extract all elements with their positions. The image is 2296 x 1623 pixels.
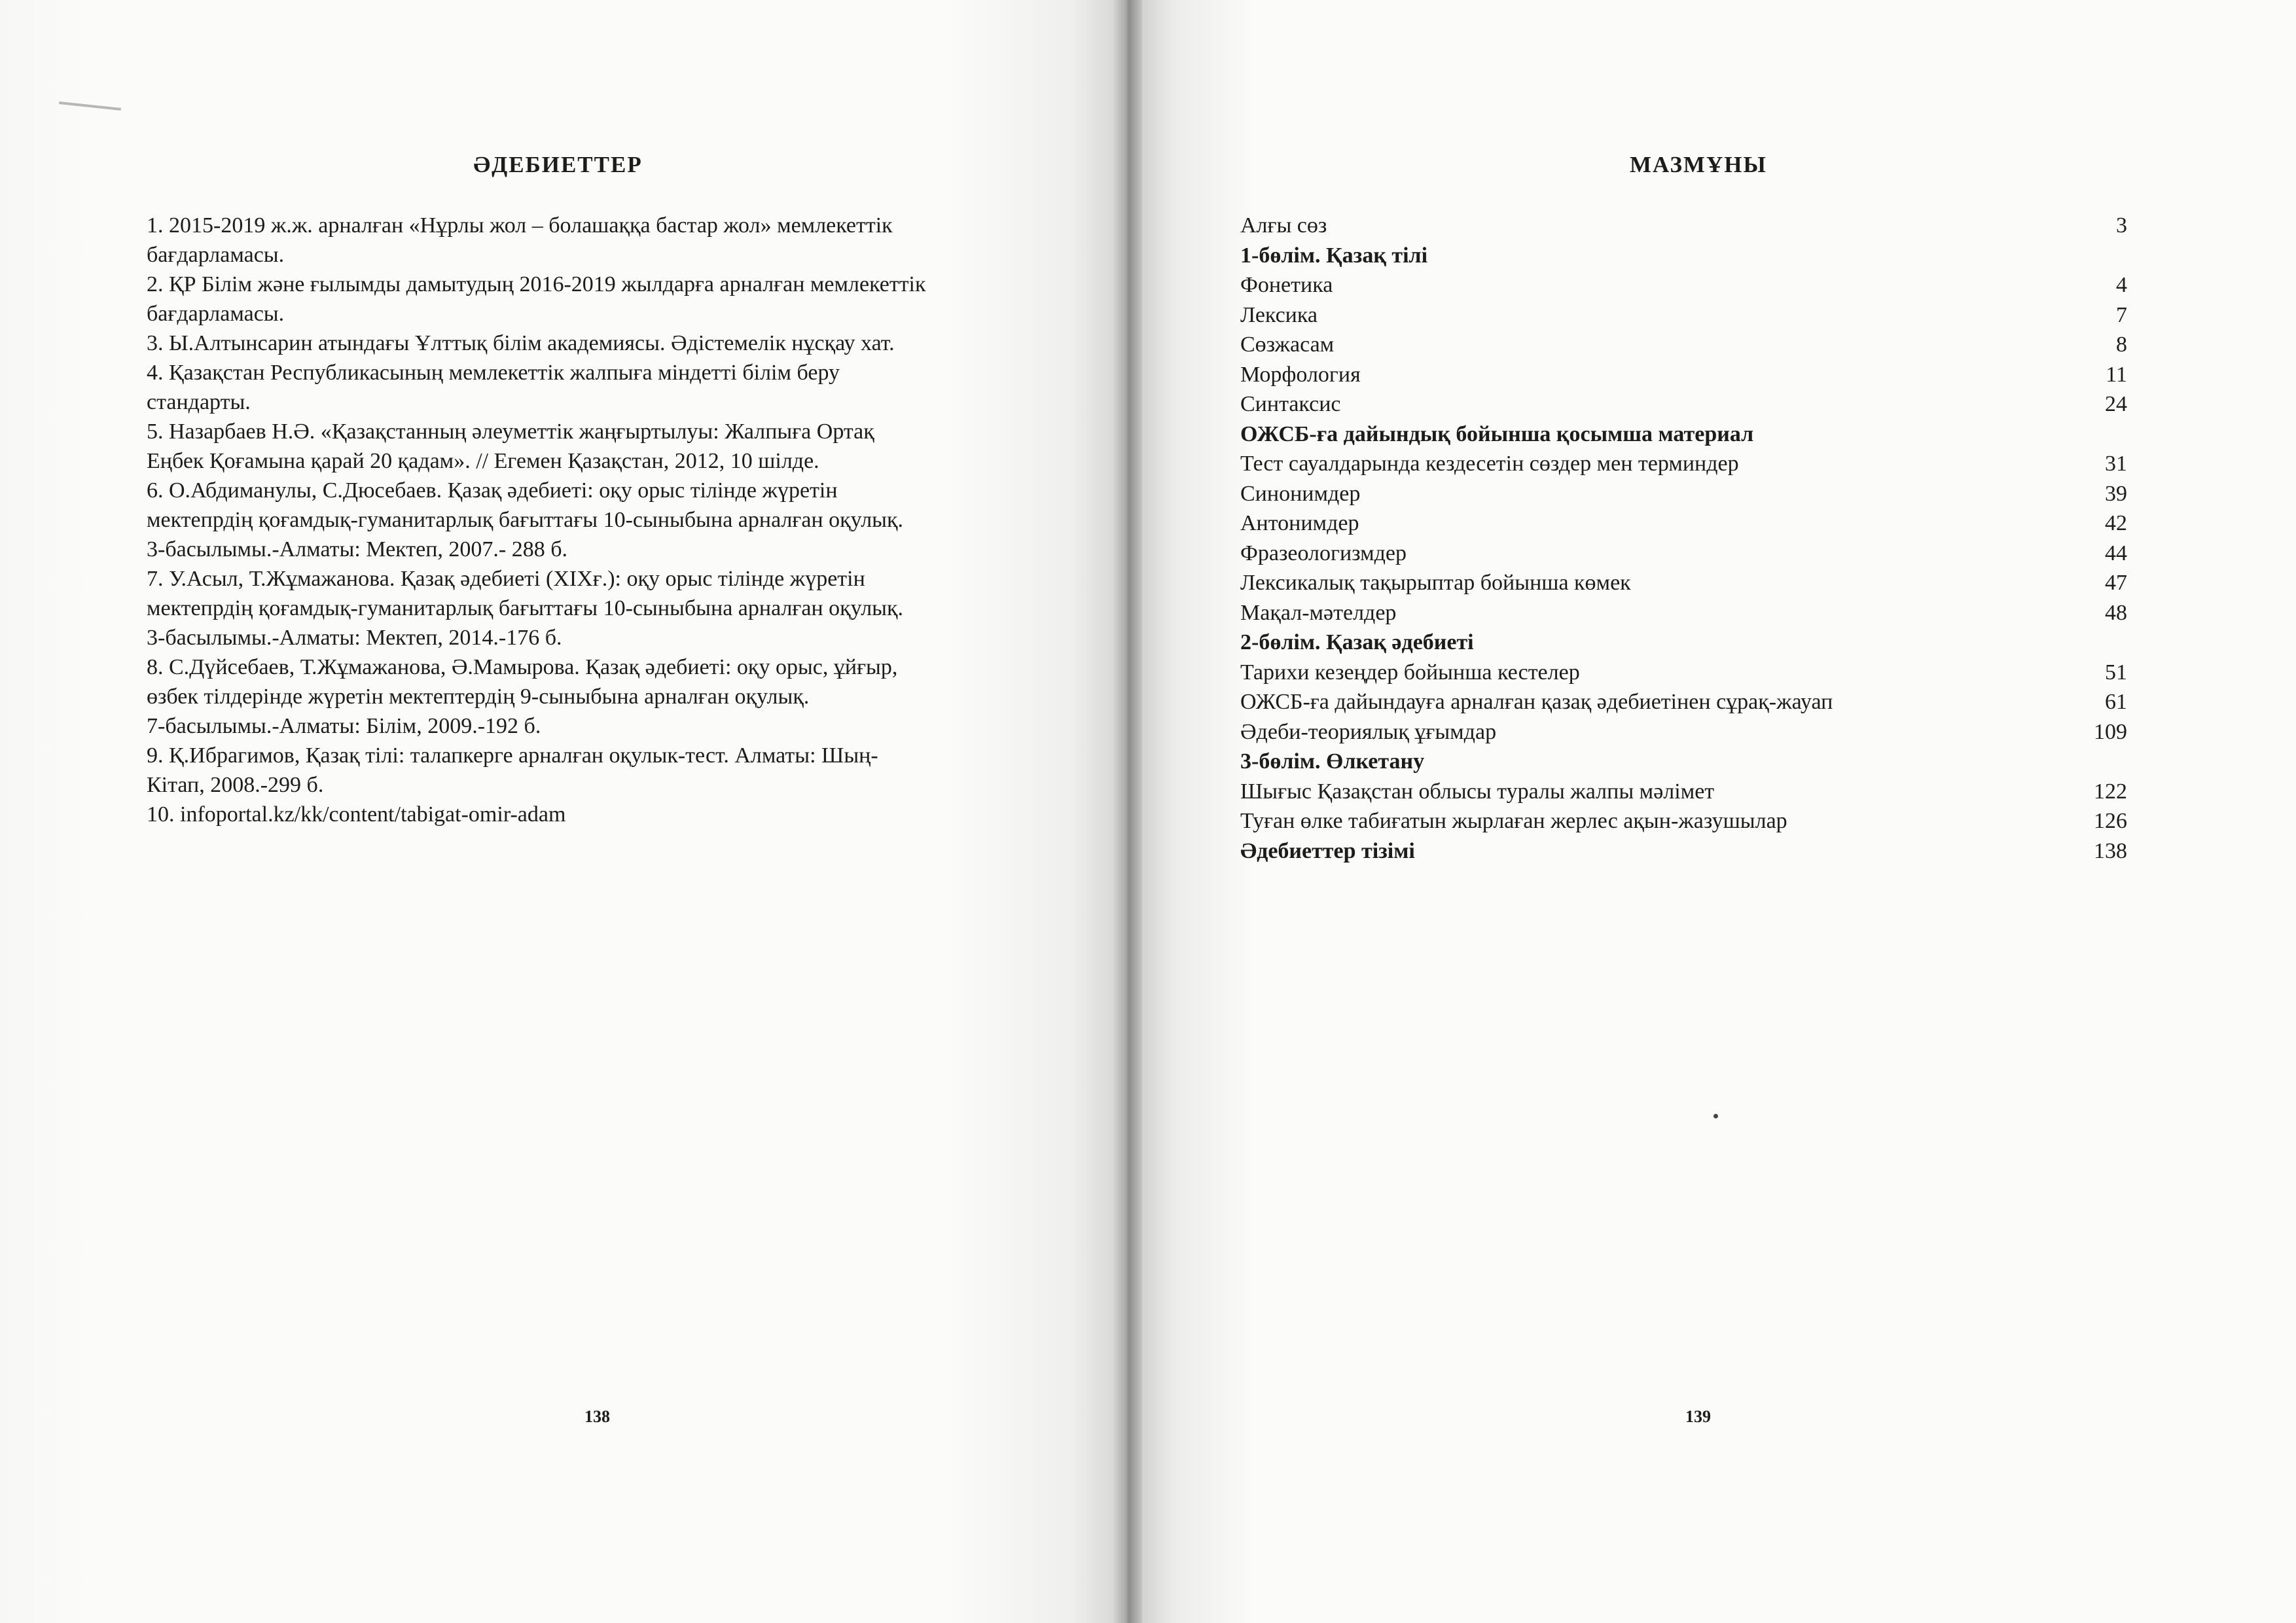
reference-line: 6. О.Абдиманулы, С.Дюсебаев. Қазақ әдебиеті: оқу орыс тілінде жүретін [147, 478, 838, 503]
toc-entry-page: 42 [2105, 511, 2127, 535]
toc-entry-page: 44 [2105, 541, 2127, 565]
reference-line: 1. 2015-2019 ж.ж. арналған «Нұрлы жол – болашаққа бастар жол» мемлекеттік [147, 213, 893, 238]
reference-line: 9. Қ.Ибрагимов, Қазақ тілі: талапкерге арналған оқулык-тест. Алматы: Шың- [147, 743, 878, 768]
references-list [147, 211, 1076, 829]
reference-line: Еңбек Қоғамына қарай 20 қадам». // Егемен Қазақстан, 2012, 10 шілде. [147, 449, 819, 473]
toc-entry [1240, 836, 2127, 866]
reference-item [147, 800, 1076, 829]
toc-entry-title: Туған өлке табиғатын жырлаған жерлес ақын-жазушылар [1240, 809, 1787, 833]
reference-line: 10. infoportal.kz/kk/content/tabigat-omir-adam [147, 802, 566, 827]
toc-entry-page: 31 [2105, 452, 2127, 476]
reference-item [147, 329, 1076, 358]
toc-entry-title: Фонетика [1240, 273, 1333, 297]
toc-entry-title: Мақал-мәтелдер [1240, 600, 1397, 625]
toc-entry-page: 48 [2105, 600, 2127, 625]
toc-section-heading [1240, 747, 2127, 777]
reference-item [147, 358, 1076, 417]
reference-line: өзбек тілдерінде жүретін мектептердің 9-сыныбына арналған оқулық. [147, 685, 810, 709]
toc-entry [1240, 508, 2127, 539]
reference-line: 3-басылымы.-Алматы: Мектеп, 2014.-176 б. [147, 626, 562, 650]
toc-entry-title: Синонимдер [1240, 481, 1361, 506]
table-of-contents [1240, 211, 2127, 866]
references-title: ӘДЕБИЕТТЕР [473, 152, 643, 177]
toc-entry [1240, 270, 2127, 300]
toc-entry-page: 39 [2105, 481, 2127, 506]
toc-entry-title: Алғы сөз [1240, 213, 1327, 238]
book-gutter [1113, 0, 1142, 1623]
toc-entry-title: Лексика [1240, 302, 1318, 327]
toc-entry [1240, 300, 2127, 330]
toc-entry-title: ОЖСБ-ға дайындық бойынша қосымша материал [1240, 421, 1754, 446]
toc-entry [1240, 777, 2127, 807]
reference-line: бағдарламасы. [147, 302, 285, 326]
page-number-left: 138 [584, 1407, 610, 1426]
toc-entry [1240, 717, 2127, 747]
reference-line: 3. Ы.Алтынсарин атындағы Ұлттық білім академиясы. Әдістемелік нұсқау хат. [147, 331, 895, 355]
toc-entry-page: 51 [2105, 660, 2127, 685]
reference-line: мектепрдің қоғамдық-гуманитарлық бағыттағы 10-сыныбына арналған оқулық. [147, 508, 904, 532]
toc-entry-page: 3 [2116, 213, 2127, 238]
toc-entry [1240, 330, 2127, 360]
toc-entry-title: Тарихи кезеңдер бойынша кестелер [1240, 660, 1580, 685]
toc-entry [1240, 687, 2127, 717]
toc-entry [1240, 389, 2127, 419]
reference-line: 3-басылымы.-Алматы: Мектеп, 2007.- 288 б. [147, 537, 568, 562]
reference-line: 4. Қазақстан Республикасының мемлекеттік жалпыға міндетті білім беру [147, 361, 840, 385]
reference-line: 5. Назарбаев Н.Ә. «Қазақстанның әлеуметтік жаңғыртылуы: Жалпыға Ортақ [147, 419, 874, 444]
reference-line: 2. ҚР Білім және ғылымды дамытудың 2016-2019 жылдарға арналған мемлекеттік [147, 272, 926, 296]
toc-section-heading [1240, 628, 2127, 658]
toc-entry-title: Фразеологизмдер [1240, 541, 1407, 565]
reference-item [147, 476, 1076, 564]
reference-line: мектепрдің қоғамдық-гуманитарлық бағыттағы 10-сыныбына арналған оқулық. [147, 596, 904, 620]
toc-entry [1240, 449, 2127, 479]
toc-entry-title: 3-бөлім. Өлкетану [1240, 749, 1425, 774]
toc-entry-page: 126 [2094, 809, 2127, 833]
toc-entry-page: 138 [2094, 838, 2127, 863]
reference-item [147, 417, 1076, 476]
toc-entry [1240, 568, 2127, 598]
toc-entry [1240, 360, 2127, 390]
reference-line: бағдарламасы. [147, 243, 285, 267]
toc-entry-page: 61 [2105, 690, 2127, 714]
toc-section-heading [1240, 241, 2127, 271]
reference-item [147, 652, 1076, 741]
toc-entry-title: Әдебиеттер тізімі [1240, 838, 1415, 863]
toc-entry-title: ОЖСБ-ға дайындауға арналған қазақ әдебиетінен сұрақ-жауап [1240, 690, 1833, 714]
reference-item [147, 564, 1076, 652]
toc-entry [1240, 211, 2127, 241]
toc-entry [1240, 598, 2127, 628]
toc-entry-title: Антонимдер [1240, 511, 1359, 535]
reference-line: Кітап, 2008.-299 б. [147, 773, 324, 797]
toc-entry-page: 24 [2105, 392, 2127, 416]
toc-entry-title: Әдеби-теориялық ұғымдар [1240, 719, 1497, 744]
toc-entry-title: Тест сауалдарында кездесетін сөздер мен терминдер [1240, 452, 1739, 476]
toc-entry-title: 1-бөлім. Қазақ тілі [1240, 243, 1428, 268]
reference-line: 8. С.Дүйсебаев, Т.Жұмажанова, Ә.Мамырова. Қазақ әдебиеті: оқу орыс, ұйғыр, [147, 655, 898, 679]
toc-entry-page: 4 [2116, 273, 2127, 297]
toc-section-heading [1240, 419, 2127, 450]
toc-entry [1240, 658, 2127, 688]
toc-entry-page: 122 [2094, 779, 2127, 804]
toc-entry-page: 109 [2094, 719, 2127, 744]
toc-entry-title: Шығыс Қазақстан облысы туралы жалпы мәлімет [1240, 779, 1715, 804]
toc-entry-title: Лексикалық тақырыптар бойынша көмек [1240, 571, 1631, 595]
toc-entry-title: Синтаксис [1240, 392, 1341, 416]
reference-item [147, 270, 1076, 329]
toc-entry [1240, 539, 2127, 569]
toc-entry-title: 2-бөлім. Қазақ әдебиеті [1240, 630, 1474, 654]
toc-entry [1240, 806, 2127, 836]
reference-line: стандарты. [147, 390, 251, 414]
toc-entry-title: Сөзжасам [1240, 332, 1335, 357]
reference-line: 7. У.Асыл, Т.Жұмажанова. Қазақ әдебиеті (ХІХғ.): оқу орыс тілінде жүретін [147, 567, 865, 591]
scan-dot [1713, 1114, 1718, 1118]
toc-entry-page: 47 [2105, 571, 2127, 595]
reference-line: 7-басылымы.-Алматы: Білім, 2009.-192 б. [147, 714, 541, 738]
reference-item [147, 211, 1076, 270]
toc-entry-page: 7 [2116, 302, 2127, 327]
toc-entry-page: 11 [2106, 362, 2127, 387]
contents-title: МАЗМҰНЫ [1630, 152, 1767, 177]
toc-entry-page: 8 [2116, 332, 2127, 357]
reference-item [147, 741, 1076, 800]
toc-entry [1240, 479, 2127, 509]
page-number-right: 139 [1685, 1407, 1711, 1426]
toc-entry-title: Морфология [1240, 362, 1361, 387]
